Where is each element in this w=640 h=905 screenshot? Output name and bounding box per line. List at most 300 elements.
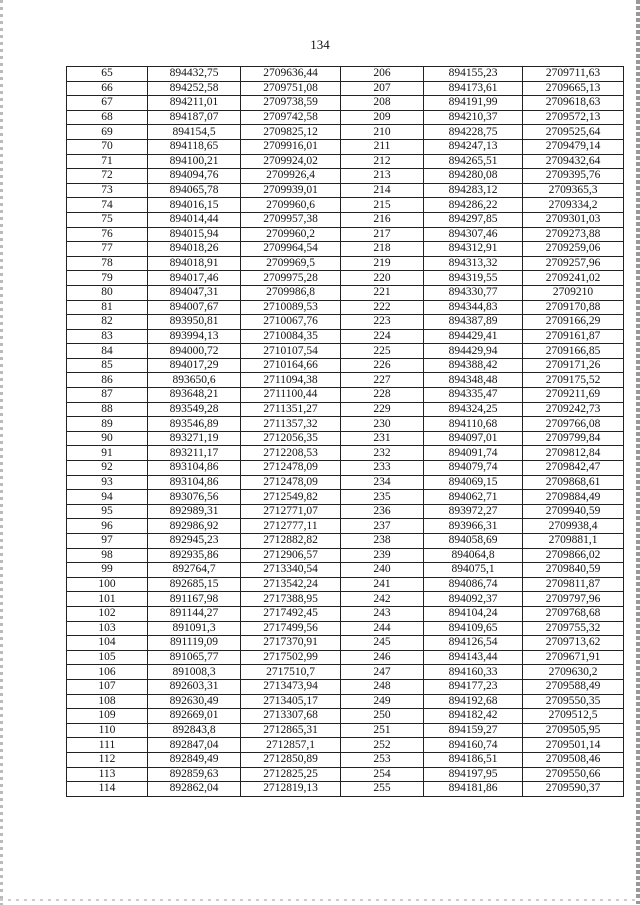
x-coordinate-cell: 894429,94	[424, 344, 523, 359]
x-coordinate-cell: 894388,42	[424, 358, 523, 373]
x-coordinate-cell: 894058,69	[424, 534, 523, 549]
y-coordinate-cell: 2709868,61	[523, 475, 624, 490]
x-coordinate-cell: 894143,44	[424, 650, 523, 665]
point-number-cell: 233	[341, 461, 424, 476]
x-coordinate-cell: 893966,31	[424, 519, 523, 534]
y-coordinate-cell: 2710084,35	[241, 329, 341, 344]
y-coordinate-cell: 2717492,45	[241, 606, 341, 621]
y-coordinate-cell: 2717502,99	[241, 650, 341, 665]
x-coordinate-cell: 894348,48	[424, 373, 523, 388]
y-coordinate-cell: 2709161,87	[523, 329, 624, 344]
point-number-cell: 82	[67, 315, 148, 330]
point-number-cell: 214	[341, 183, 424, 198]
point-number-cell: 250	[341, 709, 424, 724]
x-coordinate-cell: 894312,91	[424, 242, 523, 257]
point-number-cell: 84	[67, 344, 148, 359]
y-coordinate-cell: 2709211,69	[523, 388, 624, 403]
x-coordinate-cell: 894173,61	[424, 81, 523, 96]
x-coordinate-cell: 894094,76	[148, 169, 241, 184]
y-coordinate-cell: 2709926,4	[241, 169, 341, 184]
y-coordinate-cell: 2709242,73	[523, 402, 624, 417]
point-number-cell: 225	[341, 344, 424, 359]
point-number-cell: 248	[341, 679, 424, 694]
x-coordinate-cell: 892630,49	[148, 694, 241, 709]
point-number-cell: 215	[341, 198, 424, 213]
table-row	[67, 183, 624, 198]
y-coordinate-cell: 2710164,66	[241, 358, 341, 373]
point-number-cell: 221	[341, 285, 424, 300]
y-coordinate-cell: 2709768,68	[523, 606, 624, 621]
x-coordinate-cell: 892685,15	[148, 577, 241, 592]
point-number-cell: 219	[341, 256, 424, 271]
y-coordinate-cell: 2712819,13	[241, 782, 341, 797]
point-number-cell: 76	[67, 227, 148, 242]
point-number-cell: 227	[341, 373, 424, 388]
x-coordinate-cell: 891144,27	[148, 606, 241, 621]
point-number-cell: 111	[67, 738, 148, 753]
x-coordinate-cell: 894047,31	[148, 285, 241, 300]
y-coordinate-cell: 2709825,12	[241, 125, 341, 140]
point-number-cell: 73	[67, 183, 148, 198]
x-coordinate-cell: 894211,01	[148, 96, 241, 111]
x-coordinate-cell: 894126,54	[424, 636, 523, 651]
x-coordinate-cell: 894324,25	[424, 402, 523, 417]
x-coordinate-cell: 894016,15	[148, 198, 241, 213]
point-number-cell: 254	[341, 767, 424, 782]
table-row	[67, 650, 624, 665]
point-number-cell: 100	[67, 577, 148, 592]
y-coordinate-cell: 2709797,96	[523, 592, 624, 607]
table-row	[67, 548, 624, 563]
table-row	[67, 358, 624, 373]
x-coordinate-cell: 894197,95	[424, 767, 523, 782]
point-number-cell: 86	[67, 373, 148, 388]
y-coordinate-cell: 2711100,44	[241, 388, 341, 403]
point-number-cell: 112	[67, 752, 148, 767]
point-number-cell: 210	[341, 125, 424, 140]
x-coordinate-cell: 894330,77	[424, 285, 523, 300]
x-coordinate-cell: 893972,27	[424, 504, 523, 519]
point-number-cell: 242	[341, 592, 424, 607]
x-coordinate-cell: 894182,42	[424, 709, 523, 724]
y-coordinate-cell: 2709713,62	[523, 636, 624, 651]
x-coordinate-cell: 894247,13	[424, 139, 523, 154]
x-coordinate-cell: 892603,31	[148, 679, 241, 694]
x-coordinate-cell: 894191,99	[424, 96, 523, 111]
point-number-cell: 98	[67, 548, 148, 563]
point-number-cell: 80	[67, 285, 148, 300]
y-coordinate-cell: 2709960,6	[241, 198, 341, 213]
table-row	[67, 665, 624, 680]
y-coordinate-cell: 2709671,91	[523, 650, 624, 665]
x-coordinate-cell: 894160,33	[424, 665, 523, 680]
x-coordinate-cell: 894307,46	[424, 227, 523, 242]
x-coordinate-cell: 894091,74	[424, 446, 523, 461]
coordinates-table	[66, 66, 624, 797]
table-row	[67, 81, 624, 96]
table-row	[67, 402, 624, 417]
point-number-cell: 75	[67, 212, 148, 227]
y-coordinate-cell: 2713340,54	[241, 563, 341, 578]
y-coordinate-cell: 2712882,82	[241, 534, 341, 549]
point-number-cell: 245	[341, 636, 424, 651]
point-number-cell: 96	[67, 519, 148, 534]
point-number-cell: 228	[341, 388, 424, 403]
point-number-cell: 218	[341, 242, 424, 257]
x-coordinate-cell: 892764,7	[148, 563, 241, 578]
table-row	[67, 461, 624, 476]
scan-edge-left	[0, 0, 3, 905]
y-coordinate-cell: 2709334,2	[523, 198, 624, 213]
point-number-cell: 77	[67, 242, 148, 257]
table-row	[67, 490, 624, 505]
table-row	[67, 709, 624, 724]
table-row	[67, 679, 624, 694]
y-coordinate-cell: 2709550,35	[523, 694, 624, 709]
point-number-cell: 209	[341, 110, 424, 125]
x-coordinate-cell: 894335,47	[424, 388, 523, 403]
y-coordinate-cell: 2709812,84	[523, 446, 624, 461]
y-coordinate-cell: 2709924,02	[241, 154, 341, 169]
x-coordinate-cell: 894160,74	[424, 738, 523, 753]
x-coordinate-cell: 894344,83	[424, 300, 523, 315]
y-coordinate-cell: 2709432,64	[523, 154, 624, 169]
point-number-cell: 229	[341, 402, 424, 417]
y-coordinate-cell: 2709938,4	[523, 519, 624, 534]
x-coordinate-cell: 894017,29	[148, 358, 241, 373]
x-coordinate-cell: 894065,78	[148, 183, 241, 198]
y-coordinate-cell: 2709273,88	[523, 227, 624, 242]
table-row	[67, 96, 624, 111]
y-coordinate-cell: 2709842,47	[523, 461, 624, 476]
y-coordinate-cell: 2709957,38	[241, 212, 341, 227]
table-row	[67, 67, 624, 82]
x-coordinate-cell: 894186,51	[424, 752, 523, 767]
point-number-cell: 236	[341, 504, 424, 519]
point-number-cell: 91	[67, 446, 148, 461]
x-coordinate-cell: 894297,85	[424, 212, 523, 227]
point-number-cell: 252	[341, 738, 424, 753]
table-row	[67, 694, 624, 709]
coordinates-table-body	[67, 67, 624, 797]
y-coordinate-cell: 2717499,56	[241, 621, 341, 636]
table-row	[67, 300, 624, 315]
point-number-cell: 249	[341, 694, 424, 709]
table-row	[67, 782, 624, 797]
point-number-cell: 113	[67, 767, 148, 782]
y-coordinate-cell: 2709170,88	[523, 300, 624, 315]
table-row	[67, 519, 624, 534]
y-coordinate-cell: 2711357,32	[241, 417, 341, 432]
y-coordinate-cell: 2712056,35	[241, 431, 341, 446]
point-number-cell: 72	[67, 169, 148, 184]
y-coordinate-cell: 2709501,14	[523, 738, 624, 753]
x-coordinate-cell: 894000,72	[148, 344, 241, 359]
point-number-cell: 108	[67, 694, 148, 709]
y-coordinate-cell: 2709986,8	[241, 285, 341, 300]
x-coordinate-cell: 894181,86	[424, 782, 523, 797]
point-number-cell: 81	[67, 300, 148, 315]
x-coordinate-cell: 894007,67	[148, 300, 241, 315]
x-coordinate-cell: 894154,5	[148, 125, 241, 140]
x-coordinate-cell: 894228,75	[424, 125, 523, 140]
table-row	[67, 723, 624, 738]
point-number-cell: 247	[341, 665, 424, 680]
table-row	[67, 431, 624, 446]
table-row	[67, 227, 624, 242]
table-row	[67, 592, 624, 607]
point-number-cell: 231	[341, 431, 424, 446]
y-coordinate-cell: 2709960,2	[241, 227, 341, 242]
x-coordinate-cell: 894069,15	[424, 475, 523, 490]
y-coordinate-cell: 2709505,95	[523, 723, 624, 738]
point-number-cell: 67	[67, 96, 148, 111]
x-coordinate-cell: 894118,65	[148, 139, 241, 154]
y-coordinate-cell: 2712549,82	[241, 490, 341, 505]
x-coordinate-cell: 894092,37	[424, 592, 523, 607]
table-row	[67, 606, 624, 621]
y-coordinate-cell: 2712478,09	[241, 461, 341, 476]
point-number-cell: 244	[341, 621, 424, 636]
point-number-cell: 83	[67, 329, 148, 344]
point-number-cell: 251	[341, 723, 424, 738]
point-number-cell: 110	[67, 723, 148, 738]
x-coordinate-cell: 894283,12	[424, 183, 523, 198]
x-coordinate-cell: 894104,24	[424, 606, 523, 621]
point-number-cell: 92	[67, 461, 148, 476]
y-coordinate-cell: 2717370,91	[241, 636, 341, 651]
x-coordinate-cell: 894075,1	[424, 563, 523, 578]
table-row	[67, 110, 624, 125]
point-number-cell: 232	[341, 446, 424, 461]
y-coordinate-cell: 2709395,76	[523, 169, 624, 184]
x-coordinate-cell: 894429,41	[424, 329, 523, 344]
y-coordinate-cell: 2712478,09	[241, 475, 341, 490]
y-coordinate-cell: 2709884,49	[523, 490, 624, 505]
x-coordinate-cell: 894319,55	[424, 271, 523, 286]
table-row	[67, 636, 624, 651]
y-coordinate-cell: 2709550,66	[523, 767, 624, 782]
point-number-cell: 106	[67, 665, 148, 680]
y-coordinate-cell: 2709257,96	[523, 256, 624, 271]
x-coordinate-cell: 892847,04	[148, 738, 241, 753]
point-number-cell: 240	[341, 563, 424, 578]
y-coordinate-cell: 2709866,02	[523, 548, 624, 563]
point-number-cell: 246	[341, 650, 424, 665]
x-coordinate-cell: 894313,32	[424, 256, 523, 271]
y-coordinate-cell: 2709210	[523, 285, 624, 300]
point-number-cell: 241	[341, 577, 424, 592]
table-row	[67, 475, 624, 490]
y-coordinate-cell: 2709811,87	[523, 577, 624, 592]
table-row	[67, 417, 624, 432]
y-coordinate-cell: 2712850,89	[241, 752, 341, 767]
point-number-cell: 222	[341, 300, 424, 315]
y-coordinate-cell: 2712825,25	[241, 767, 341, 782]
point-number-cell: 224	[341, 329, 424, 344]
y-coordinate-cell: 2712208,53	[241, 446, 341, 461]
x-coordinate-cell: 894110,68	[424, 417, 523, 432]
x-coordinate-cell: 894252,58	[148, 81, 241, 96]
point-number-cell: 90	[67, 431, 148, 446]
y-coordinate-cell: 2713307,68	[241, 709, 341, 724]
point-number-cell: 87	[67, 388, 148, 403]
x-coordinate-cell: 893104,86	[148, 461, 241, 476]
y-coordinate-cell: 2709171,26	[523, 358, 624, 373]
point-number-cell: 78	[67, 256, 148, 271]
x-coordinate-cell: 892843,8	[148, 723, 241, 738]
point-number-cell: 206	[341, 67, 424, 82]
table-row	[67, 198, 624, 213]
x-coordinate-cell: 894286,22	[424, 198, 523, 213]
table-row	[67, 329, 624, 344]
y-coordinate-cell: 2717388,95	[241, 592, 341, 607]
x-coordinate-cell: 894210,37	[424, 110, 523, 125]
table-row	[67, 738, 624, 753]
x-coordinate-cell: 894387,89	[424, 315, 523, 330]
point-number-cell: 94	[67, 490, 148, 505]
x-coordinate-cell: 894086,74	[424, 577, 523, 592]
point-number-cell: 93	[67, 475, 148, 490]
x-coordinate-cell: 894018,26	[148, 242, 241, 257]
x-coordinate-cell: 892989,31	[148, 504, 241, 519]
x-coordinate-cell: 892669,01	[148, 709, 241, 724]
page-number: 134	[310, 37, 330, 52]
y-coordinate-cell: 2709572,13	[523, 110, 624, 125]
x-coordinate-cell: 892859,63	[148, 767, 241, 782]
y-coordinate-cell: 2709939,01	[241, 183, 341, 198]
point-number-cell: 253	[341, 752, 424, 767]
point-number-cell: 101	[67, 592, 148, 607]
scan-edge-right	[636, 0, 640, 905]
point-number-cell: 69	[67, 125, 148, 140]
table-row	[67, 315, 624, 330]
point-number-cell: 223	[341, 315, 424, 330]
y-coordinate-cell: 2711094,38	[241, 373, 341, 388]
point-number-cell: 68	[67, 110, 148, 125]
y-coordinate-cell: 2710107,54	[241, 344, 341, 359]
point-number-cell: 103	[67, 621, 148, 636]
point-number-cell: 88	[67, 402, 148, 417]
y-coordinate-cell: 2709975,28	[241, 271, 341, 286]
point-number-cell: 107	[67, 679, 148, 694]
scan-edge-bottom	[0, 899, 640, 901]
y-coordinate-cell: 2709636,44	[241, 67, 341, 82]
y-coordinate-cell: 2709751,08	[241, 81, 341, 96]
y-coordinate-cell: 2712857,1	[241, 738, 341, 753]
x-coordinate-cell: 894017,46	[148, 271, 241, 286]
x-coordinate-cell: 894192,68	[424, 694, 523, 709]
x-coordinate-cell: 893271,19	[148, 431, 241, 446]
table-row	[67, 563, 624, 578]
x-coordinate-cell: 893076,56	[148, 490, 241, 505]
point-number-cell: 105	[67, 650, 148, 665]
point-number-cell: 255	[341, 782, 424, 797]
point-number-cell: 114	[67, 782, 148, 797]
table-row	[67, 344, 624, 359]
x-coordinate-cell: 893994,13	[148, 329, 241, 344]
x-coordinate-cell: 893211,17	[148, 446, 241, 461]
x-coordinate-cell: 894109,65	[424, 621, 523, 636]
y-coordinate-cell: 2709512,5	[523, 709, 624, 724]
y-coordinate-cell: 2709738,59	[241, 96, 341, 111]
table-row	[67, 154, 624, 169]
y-coordinate-cell: 2709711,63	[523, 67, 624, 82]
x-coordinate-cell: 893546,89	[148, 417, 241, 432]
x-coordinate-cell: 894177,23	[424, 679, 523, 694]
point-number-cell: 207	[341, 81, 424, 96]
y-coordinate-cell: 2709940,59	[523, 504, 624, 519]
x-coordinate-cell: 894432,75	[148, 67, 241, 82]
point-number-cell: 235	[341, 490, 424, 505]
table-row	[67, 285, 624, 300]
table-row	[67, 388, 624, 403]
y-coordinate-cell: 2712865,31	[241, 723, 341, 738]
x-coordinate-cell: 894159,27	[424, 723, 523, 738]
table-row	[67, 256, 624, 271]
point-number-cell: 234	[341, 475, 424, 490]
x-coordinate-cell: 893549,28	[148, 402, 241, 417]
x-coordinate-cell: 894015,94	[148, 227, 241, 242]
point-number-cell: 85	[67, 358, 148, 373]
y-coordinate-cell: 2713405,17	[241, 694, 341, 709]
point-number-cell: 104	[67, 636, 148, 651]
y-coordinate-cell: 2717510,7	[241, 665, 341, 680]
x-coordinate-cell: 894265,51	[424, 154, 523, 169]
point-number-cell: 89	[67, 417, 148, 432]
y-coordinate-cell: 2709588,49	[523, 679, 624, 694]
y-coordinate-cell: 2709259,06	[523, 242, 624, 257]
table-row	[67, 242, 624, 257]
point-number-cell: 226	[341, 358, 424, 373]
y-coordinate-cell: 2709969,5	[241, 256, 341, 271]
x-coordinate-cell: 891119,09	[148, 636, 241, 651]
y-coordinate-cell: 2709479,14	[523, 139, 624, 154]
point-number-cell: 71	[67, 154, 148, 169]
y-coordinate-cell: 2709618,63	[523, 96, 624, 111]
x-coordinate-cell: 894187,07	[148, 110, 241, 125]
x-coordinate-cell: 894100,21	[148, 154, 241, 169]
y-coordinate-cell: 2709799,84	[523, 431, 624, 446]
y-coordinate-cell: 2709508,46	[523, 752, 624, 767]
y-coordinate-cell: 2712771,07	[241, 504, 341, 519]
point-number-cell: 99	[67, 563, 148, 578]
point-number-cell: 79	[67, 271, 148, 286]
x-coordinate-cell: 893950,81	[148, 315, 241, 330]
y-coordinate-cell: 2713473,94	[241, 679, 341, 694]
x-coordinate-cell: 892849,49	[148, 752, 241, 767]
point-number-cell: 66	[67, 81, 148, 96]
x-coordinate-cell: 894280,08	[424, 169, 523, 184]
point-number-cell: 97	[67, 534, 148, 549]
x-coordinate-cell: 891167,98	[148, 592, 241, 607]
y-coordinate-cell: 2709665,13	[523, 81, 624, 96]
point-number-cell: 220	[341, 271, 424, 286]
x-coordinate-cell: 891008,3	[148, 665, 241, 680]
y-coordinate-cell: 2709241,02	[523, 271, 624, 286]
x-coordinate-cell: 892862,04	[148, 782, 241, 797]
point-number-cell: 102	[67, 606, 148, 621]
point-number-cell: 65	[67, 67, 148, 82]
y-coordinate-cell: 2709175,52	[523, 373, 624, 388]
y-coordinate-cell: 2712906,57	[241, 548, 341, 563]
table-row	[67, 534, 624, 549]
point-number-cell: 216	[341, 212, 424, 227]
y-coordinate-cell: 2709766,08	[523, 417, 624, 432]
x-coordinate-cell: 891065,77	[148, 650, 241, 665]
point-number-cell: 238	[341, 534, 424, 549]
point-number-cell: 230	[341, 417, 424, 432]
